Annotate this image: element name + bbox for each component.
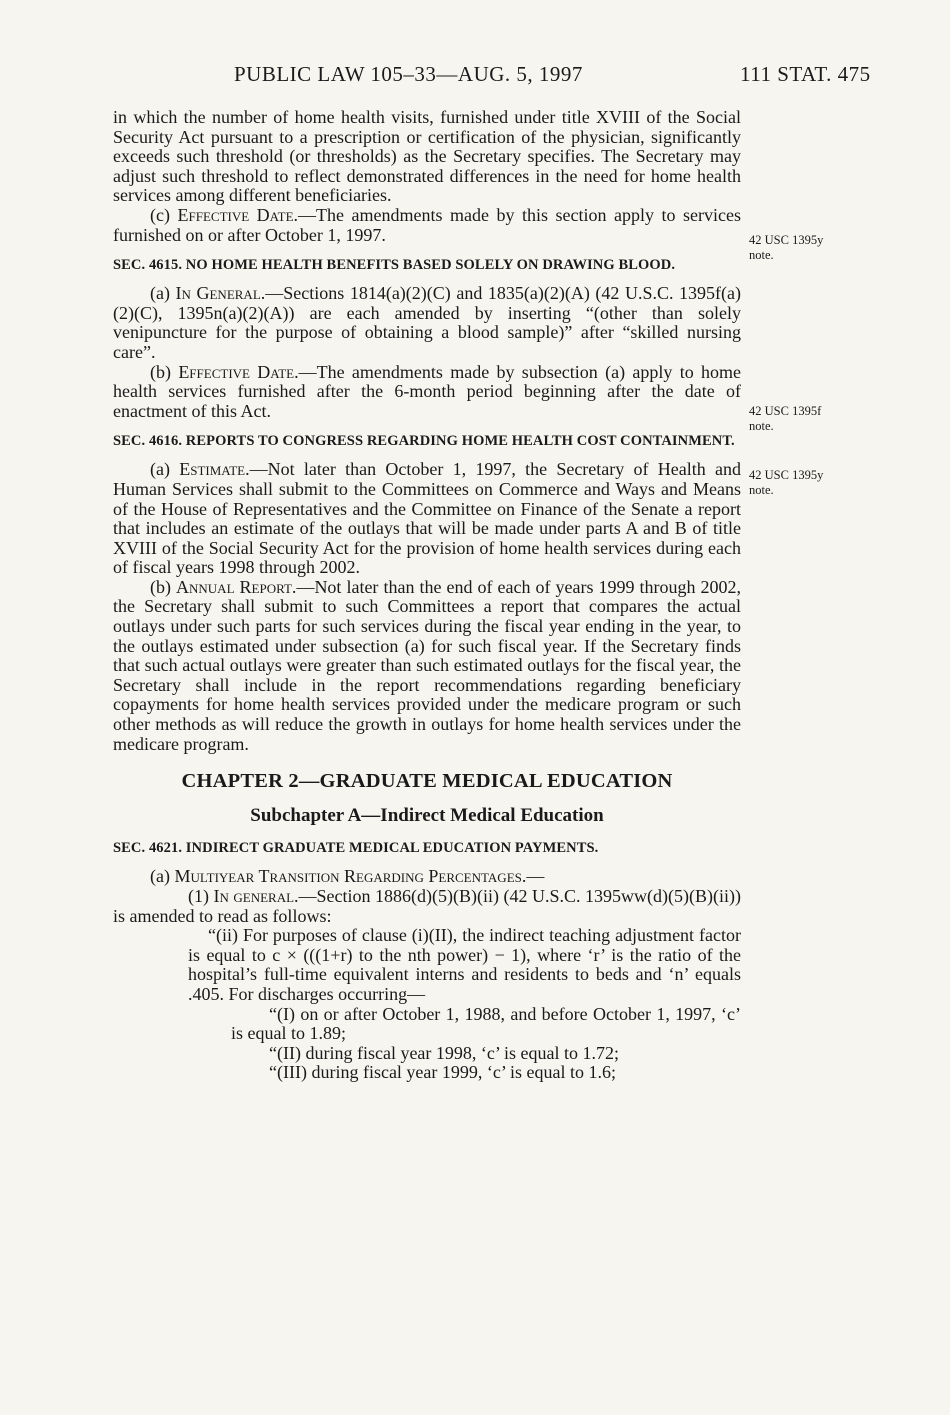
section-heading-4616: SEC. 4616. REPORTS TO CONGRESS REGARDING HOME HEALTH COST CONTAINMENT.	[113, 433, 735, 450]
margin-note-label: note.	[749, 419, 774, 433]
margin-note-1395y-second	[749, 468, 869, 498]
section-heading-4615: SEC. 4615. NO HOME HEALTH BENEFITS BASED SOLELY ON DRAWING BLOOD.	[113, 257, 676, 274]
paragraph-label: (a)	[150, 866, 175, 887]
running-header	[0, 62, 950, 88]
paragraph-annual-report-b	[113, 578, 741, 754]
paragraph-label: (1)	[188, 886, 214, 906]
paragraph-text: —The amendments made by this section apply to services furnished on or after October 1, 1997.	[113, 204, 741, 245]
paragraph-in-general-1	[113, 887, 741, 926]
paragraph-text: —Sections 1814(a)(2)(C) and 1835(a)(2)(A) (42 U.S.C. 1395f(a)(2)(C), 1395n(a)(2)(A)) are each amended by inserting “(other than solely venipuncture for the purpose of obtaining a blood sample)” after “skilled nursing care”.	[113, 283, 741, 362]
paragraph-estimate-a	[113, 460, 741, 578]
subchapter-heading: Subchapter A—Indirect Medical Education	[250, 804, 604, 826]
margin-note-label: note.	[749, 248, 774, 262]
paragraph-label: (c)	[150, 204, 178, 225]
margin-note-label: note.	[749, 483, 774, 497]
paragraph-label: (b)	[150, 361, 179, 382]
paragraph-label: (b)	[150, 576, 177, 597]
paragraph-heading: Effective Date.	[178, 361, 299, 382]
margin-note-citation: 42 USC 1395y	[749, 233, 824, 247]
paragraph-text: —The amendments made by subsection (a) apply to home health services furnished after the 6-month period beginning after the date of enactment of this Act.	[113, 361, 742, 421]
paragraph-heading: In General.	[175, 283, 266, 304]
paragraph-label: (a)	[150, 459, 180, 480]
section-heading-4621: SEC. 4621. INDIRECT GRADUATE MEDICAL EDUCATION PAYMENTS.	[113, 840, 599, 857]
paragraph-heading: Estimate.	[179, 459, 250, 480]
paragraph-text: —	[526, 866, 545, 887]
quoted-subclause-i: “(I) on or after October 1, 1988, and before October 1, 1997, ‘c’ is equal to 1.89;	[231, 1003, 741, 1044]
document-body	[113, 108, 741, 1083]
quoted-clause-ii: “(ii) For purposes of clause (i)(II), the indirect teaching adjustment factor is equal to c × (((1+r) to the nth power) − 1), where ‘r’ is the ratio of the hospital’s full-time equivalent interns and residents to beds and ‘n’ equals .405. For discharges occurring—	[188, 925, 741, 1004]
paragraph-text: —Not later than October 1, 1997, the Secretary of Health and Human Services shall submit to the Committees on Commerce and Ways and Means of the House of Representatives and the Committee on Finance of the Senate a report that includes an estimate of the outlays that will be made under parts A and B of title XVIII of the Social Security Act for the provision of home health services during each of fiscal years 1998 through 2002.	[113, 459, 741, 578]
header-stat-page: 111 STAT. 475	[740, 62, 871, 86]
quoted-subclause-iii: “(III) during fiscal year 1999, ‘c’ is equal to 1.6;	[269, 1062, 617, 1083]
paragraph-label: (a)	[150, 283, 176, 304]
header-title: PUBLIC LAW 105–33—AUG. 5, 1997	[234, 62, 583, 86]
paragraph-in-general-a	[113, 284, 741, 362]
paragraph-text: —Section 1886(d)(5)(B)(ii) (42 U.S.C. 1395ww(d)(5)(B)(ii)) is amended to read as follows:	[113, 886, 741, 926]
paragraph-continuation: in which the number of home health visits, furnished under title XVIII of the Social Security Act pursuant to a prescription or certification of the physician, significantly exceeds such threshold (or thresholds) as the Secretary specifies. The Secretary may adjust such threshold to reflect demonstrated differences in the need for home health services among different beneficiaries.	[113, 107, 741, 206]
paragraph-heading: Effective Date.	[177, 204, 299, 225]
paragraph-text: —Not later than the end of each of years 1999 through 2002, the Secretary shall submit to such Committees a report that compares the actual outlays under such parts for such services during the fiscal year ending in the year, to the outlays estimated under subsection (a) for such fiscal year. If the Secretary finds that such actual outlays were greater than such estimated outlays for the fiscal year, the Secretary shall include in the report recommendations regarding beneficiary copayments for home health services provided under the medicare program or such other methods as will reduce the growth in outlays for home health services under the medicare program.	[113, 576, 742, 754]
quoted-subclause-ii: “(II) during fiscal year 1998, ‘c’ is equal to 1.72;	[269, 1042, 620, 1063]
chapter-heading: CHAPTER 2—GRADUATE MEDICAL EDUCATION	[181, 770, 673, 793]
paragraph-effective-date-c	[113, 206, 741, 245]
paragraph-heading: Annual Report.	[176, 576, 297, 597]
paragraph-heading: Multiyear Transition Regarding Percentages.	[174, 866, 527, 887]
paragraph-multiyear-transition-a	[113, 867, 741, 887]
margin-note-citation: 42 USC 1395f	[749, 404, 822, 418]
margin-note-citation: 42 USC 1395y	[749, 468, 824, 482]
margin-note-1395f	[749, 404, 869, 434]
paragraph-effective-date-b	[113, 363, 741, 422]
margin-note-1395y	[749, 233, 869, 263]
paragraph-heading: In general.	[213, 886, 299, 906]
